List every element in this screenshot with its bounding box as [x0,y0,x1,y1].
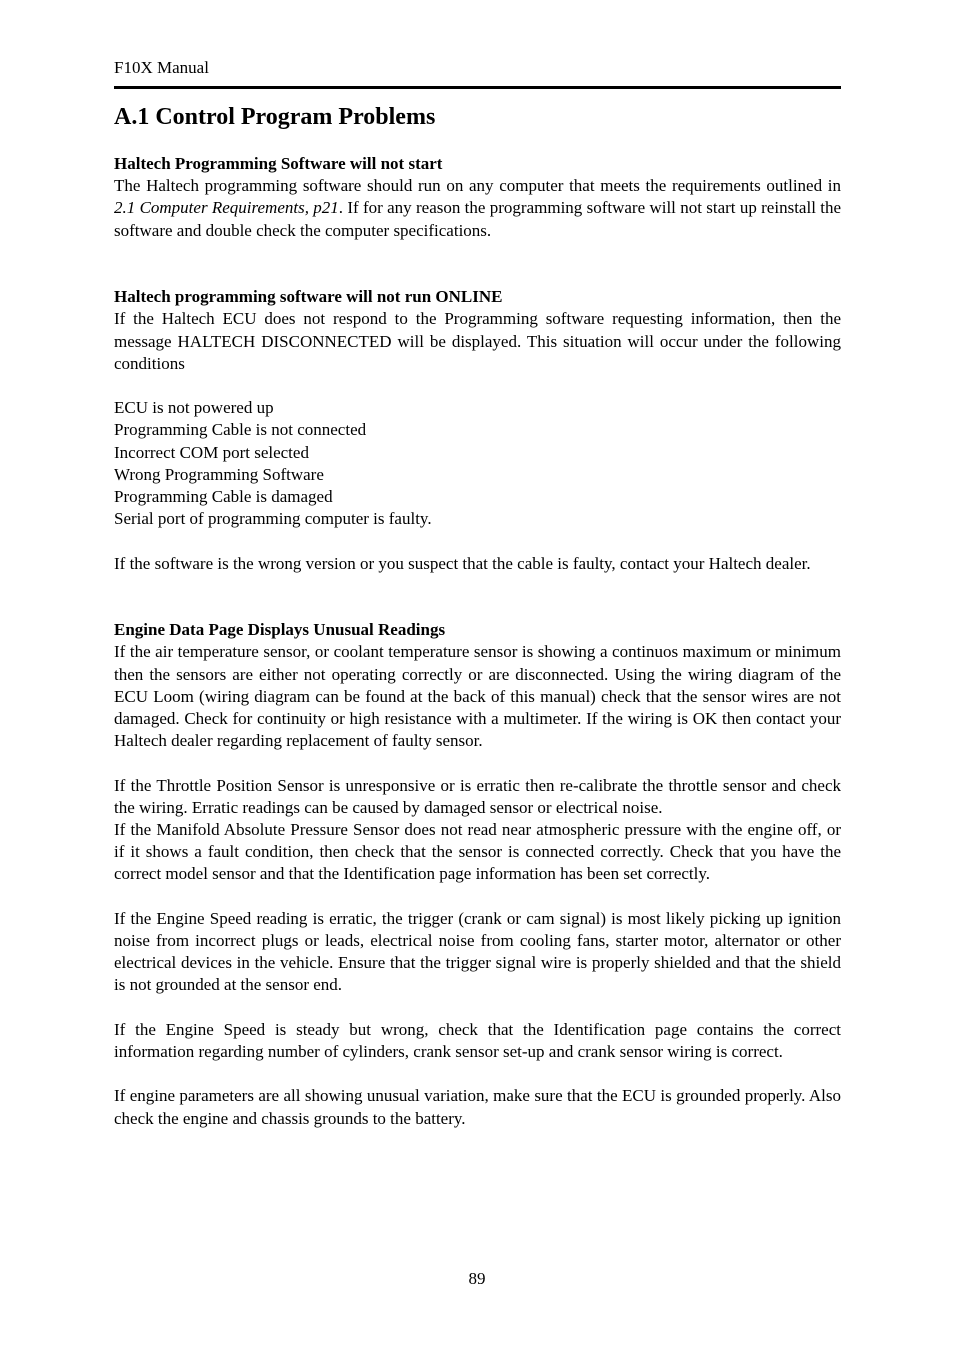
spacer [114,375,841,397]
paragraph-temperature-sensors: If the air temperature sensor, or coolant temperature sensor is showing a continuos maximum or minimum then the sensors are either not operating correctly or are disconnected. Using the wiring diagram of the ECU Loom (wiring diagram can be found at the back of this manual) check that the sensor wires are not damaged. Check for continuity or high resistance with a multimeter. If the wiring is OK then contact your Haltech dealer regarding replacement of faulty sensor. [114,642,841,751]
page-title: A.1 Control Program Problems [114,104,436,130]
page-content [114,153,841,1130]
spacer [114,997,841,1019]
paragraph-not-run-online: If the Haltech ECU does not respond to the Programming software requesting information, then the message HALTECH DISCONNECTED will be displayed. This situation will occur under the following conditions [114,309,841,373]
running-header: F10X Manual [114,58,209,77]
cross-reference: 2.1 Computer Requirements, p21 [114,198,339,218]
paragraph-grounding: If engine parameters are all showing unusual variation, make sure that the ECU is grounded properly. Also check the engine and chassis grounds to the battery. [114,1086,841,1128]
paragraph-contact-dealer: If the software is the wrong version or you suspect that the cable is faulty, contact your Haltech dealer. [114,553,811,573]
section-heading-unusual-readings: Engine Data Page Displays Unusual Readings [114,620,446,640]
spacer [114,752,841,774]
condition-item: Programming Cable is not connected [114,420,367,440]
spacer [114,886,841,908]
paragraph-throttle-position: If the Throttle Position Sensor is unresponsive or is erratic then re-calibrate the throttle sensor and check the wiring. Erratic readings can be caused by damaged sensor or electrical noise. [114,775,841,817]
paragraph-text: The Haltech programming software should run on any computer that meets the requirements outlined in [114,176,841,196]
condition-item: Incorrect COM port selected [114,442,309,462]
paragraph-engine-speed-erratic: If the Engine Speed reading is erratic, the trigger (crank or cam signal) is most likely picking up ignition noise from incorrect plugs or leads, electrical noise from cooling fans, starter motor, alternator or other electrical devices in the vehicle. Ensure that the trigger signal wire is properly shielded and that the shield is not grounded at the sensor end. [114,908,841,995]
condition-item: ECU is not powered up [114,398,274,418]
spacer [114,530,841,552]
spacer [114,242,841,286]
condition-item: Wrong Programming Software [114,464,324,484]
section-heading-not-run-online: Haltech programming software will not run ONLINE [114,287,503,307]
spacer [114,1063,841,1085]
header-rule [114,86,841,89]
section-heading-software-not-start: Haltech Programming Software will not start [114,154,443,173]
paragraph-software-not-start [114,175,841,242]
paragraph-engine-speed-wrong: If the Engine Speed is steady but wrong, check that the Identification page contains the correct information regarding number of cylinders, crank sensor set-up and crank sensor wiring is correct. [114,1019,841,1062]
conditions-list [114,397,841,530]
page-number: 89 [468,1269,486,1288]
spacer [114,575,841,619]
paragraph-map-sensor: If the Manifold Absolute Pressure Sensor does not read near atmospheric pressure with the engine off, or if it shows a fault condition, then check that the sensor is connected correctly. Check that you have the correct model sensor and that the Identification page information has been set correctly. [114,820,841,884]
condition-item: Serial port of programming computer is faulty. [114,509,432,529]
condition-item: Programming Cable is damaged [114,487,333,507]
paragraph-text: . If for any reason the programming software will not start up reinstall the software and double check the computer specifications. [114,198,841,240]
